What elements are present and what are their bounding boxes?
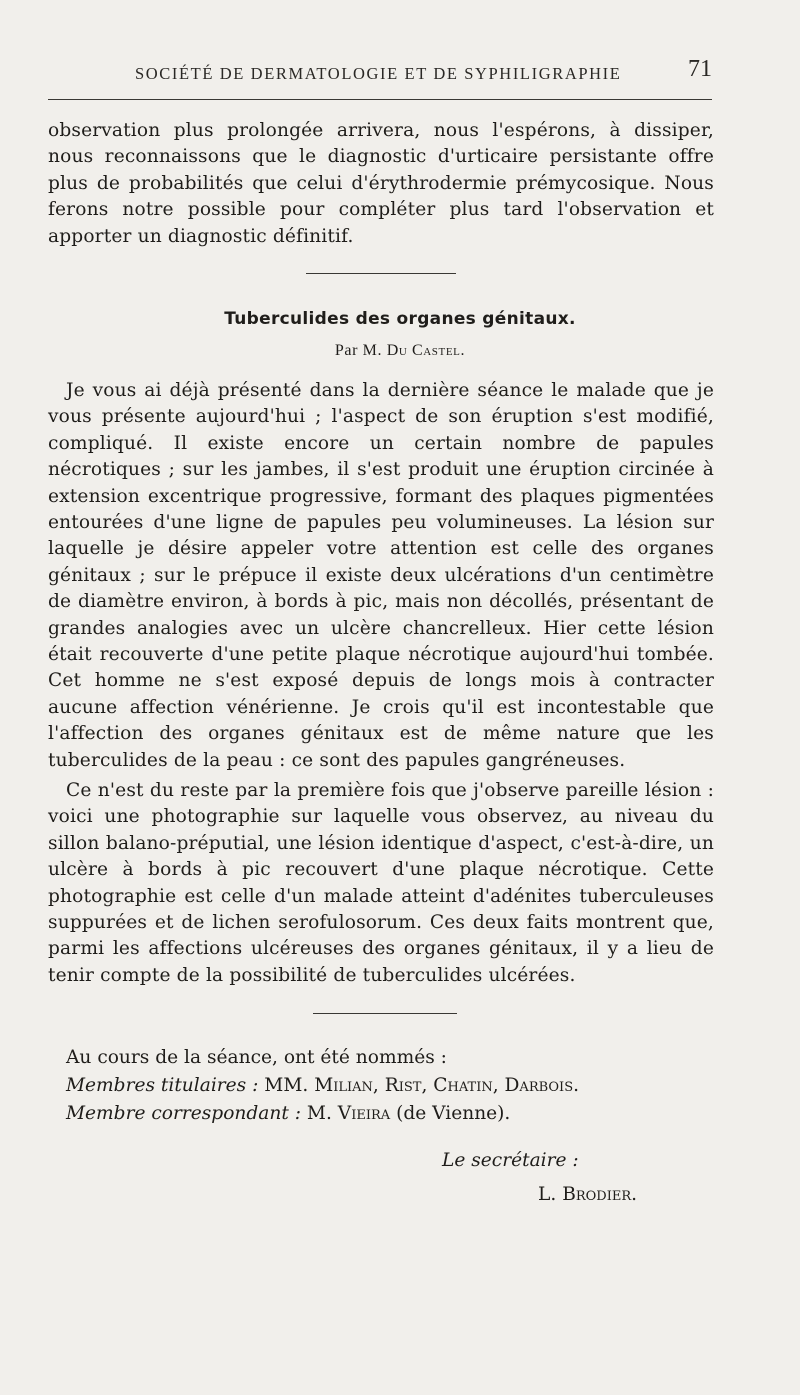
signature-surname: Brodier. — [562, 1184, 638, 1205]
titular-label: Membres titulaires : — [66, 1075, 259, 1096]
correspondent-place: (de Vienne). — [396, 1103, 511, 1124]
closing-separator — [313, 1013, 457, 1014]
byline-author: Du Castel. — [386, 342, 466, 359]
titular-names: Milian, Rist, Chatin, Darbois. — [314, 1075, 580, 1096]
continuation-paragraph: observation plus prolongée arrivera, nous l'espérons, à dissiper, nous reconnaissons que le diagnostic d'urticaire persistante offre plus de probabilités que celui d'érythrodermie prémycosique. Nous ferons notre possible pour compléter plus tard l'observation et apporter un diagnostic définitif. — [48, 120, 714, 247]
signature-initial: L. — [538, 1184, 557, 1205]
header-rule — [48, 99, 712, 100]
correspondent-name: Vieira — [337, 1103, 391, 1124]
section-separator — [306, 273, 456, 274]
running-header — [48, 56, 712, 90]
signature-name — [538, 1184, 637, 1205]
signature-role: Le secrétaire : — [442, 1150, 579, 1171]
article-paragraph-2: Ce n'est du reste par la première fois que j'observe pareille lésion : voici une photographie sur laquelle vous observez, au niveau du sillon balano-préputial, une lésion identique d'aspect, c'est-à-dire, un ulcère à bords à pic recouvert d'une plaque nécrotique. Cette photographie est celle d'un malade atteint d'adénites tuberculeuses suppurées et de lichen serofulosorum. Ces deux faits montrent que, parmi les affections ulcéreuses des organes génitaux, il y a lieu de tenir compte de la possibilité de tuberculides ulcérées. — [48, 780, 714, 986]
correspondent-member-line — [66, 1100, 726, 1128]
titular-prefix: MM. — [264, 1075, 309, 1096]
titular-members-line — [66, 1072, 726, 1100]
article-byline — [0, 342, 800, 360]
article-title: Tuberculides des organes génitaux. — [224, 309, 576, 329]
page-number: 71 — [688, 56, 712, 82]
byline-prefix: Par M. — [334, 342, 383, 359]
notice-intro: Au cours de la séance, ont été nommés : — [66, 1047, 447, 1068]
running-title: SOCIÉTÉ DE DERMATOLOGIE ET DE SYPHILIGRAPHIE — [135, 64, 622, 83]
session-notice — [66, 1044, 726, 1128]
correspondent-label: Membre correspondant : — [66, 1103, 301, 1124]
correspondent-prefix: M. — [306, 1103, 332, 1124]
article-paragraph-1: Je vous ai déjà présenté dans la dernière séance le malade que je vous présente aujourd'hui ; l'aspect de son éruption s'est modifié, compliqué. Il existe encore un certain nombre de papules nécrotiques ; sur les jambes, il s'est produit une éruption circinée à extension excentrique progressive, formant des plaques pigmentées entourées d'une ligne de papules peu volumineuses. La lésion sur laquelle je désire appeler votre attention est celle des organes génitaux ; sur le prépuce il existe deux ulcérations d'un centimètre de diamètre environ, à bords à pic, mais non décollés, présentant de grandes analogies avec un ulcère chancrelleux. Hier cette lésion était recouverte d'une petite plaque nécrotique aujourd'hui tombée. Cet homme ne s'est exposé depuis de longs mois à contracter aucune affection vénérienne. Je crois qu'il est incontestable que l'affection des organes génitaux est de même nature que les tuberculides de la peau : ce sont des papules gangréneuses. — [48, 380, 714, 771]
